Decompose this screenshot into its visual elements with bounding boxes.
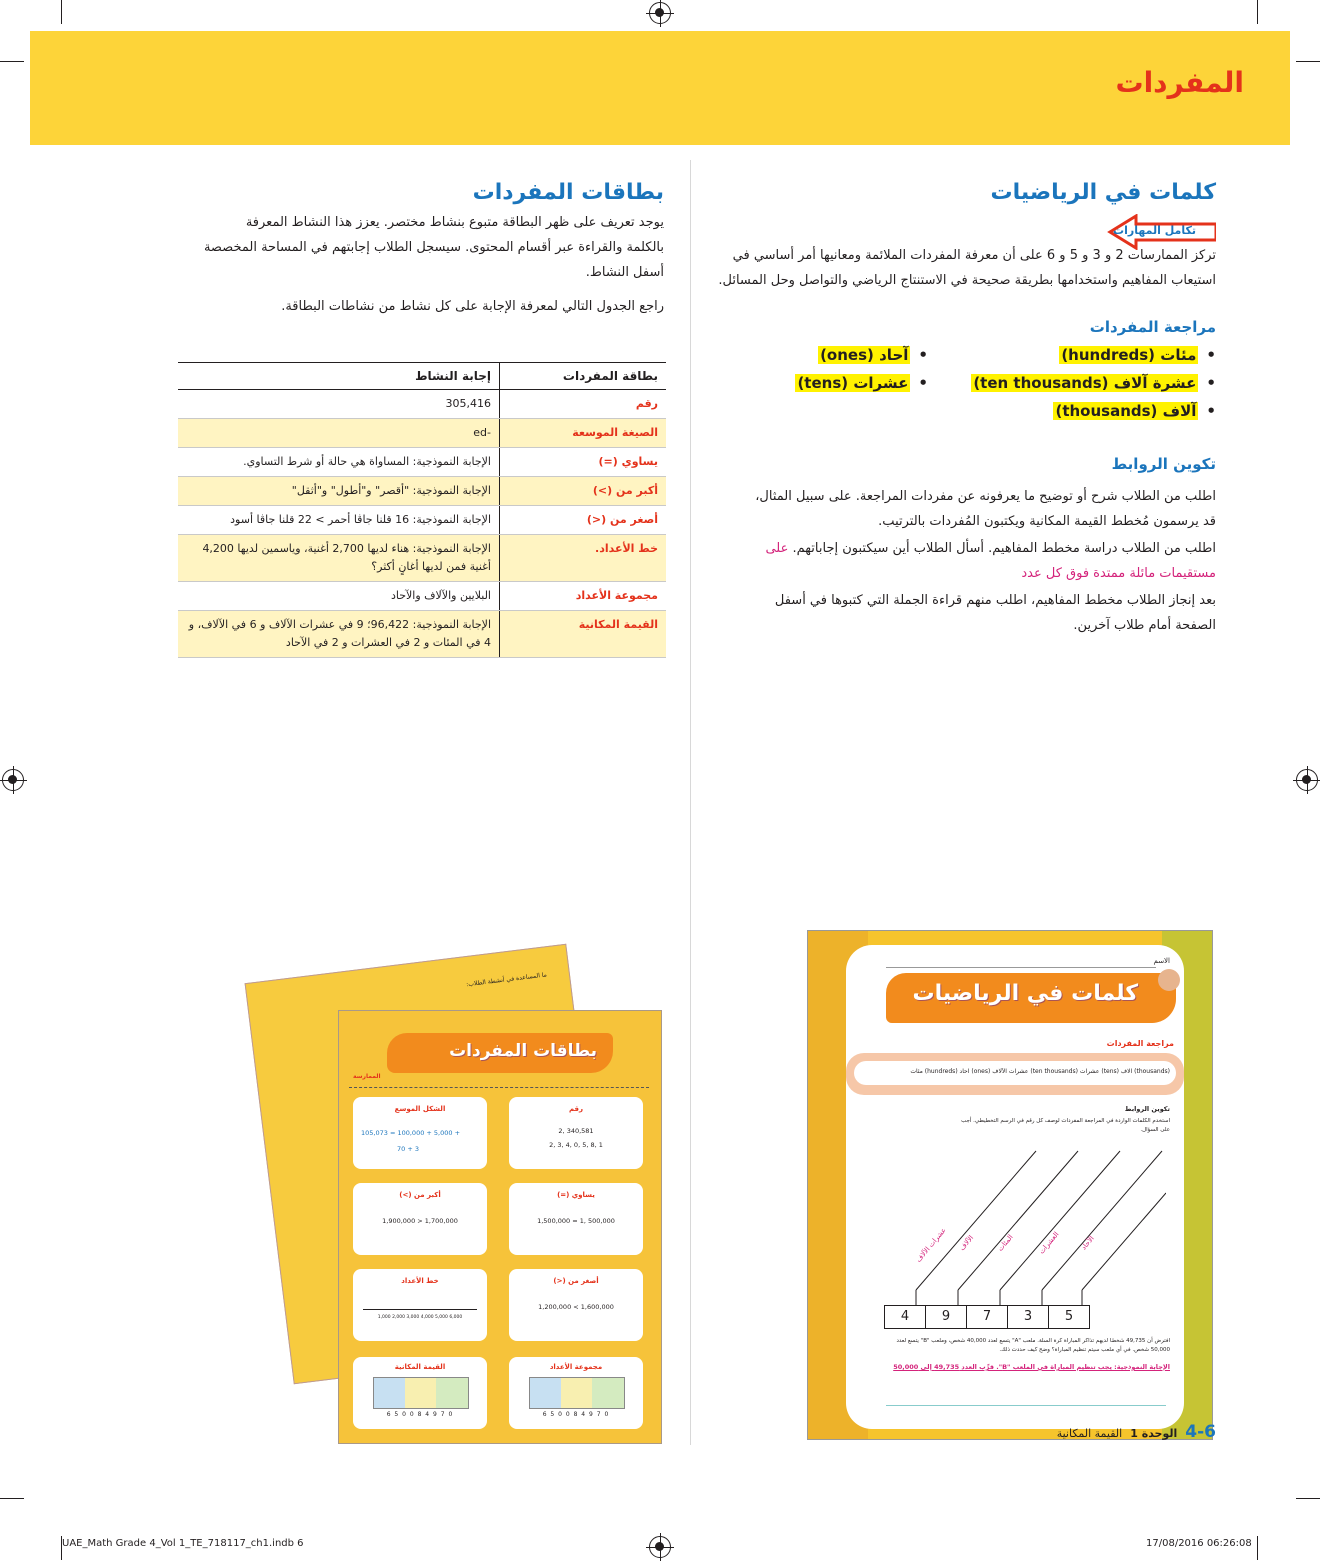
worksheet-question: افترض أن 49,735 شخصًا لديهم تذاكر المباراة كرة السلة. ملعب "A" يتسع لعدد 40,000 شخص، وملعب "B" يتسع لعدد 50,000 شخص. في أي ملعب سيتم تنظيم المباراة؟ وضح كيف حددت ذلك. xyxy=(896,1338,1170,1353)
table-row xyxy=(178,535,666,582)
review-item-ten-thousands: •عشرة آلاف (ten thousands) xyxy=(973,374,1216,392)
digit-box: 9 xyxy=(926,1305,967,1329)
crop-mark xyxy=(0,1498,24,1499)
vocab-card-text: 6 5 0 0 8 4 9 7 0 xyxy=(542,1411,610,1418)
paragraph-line: اطلب من الطلاب شرح أو توضيح ما يعرفونه عن مفردات المراجعة. على سبيل المثال، xyxy=(755,489,1216,504)
table-cell-term: خط الأعداد. xyxy=(500,535,667,582)
page-number: 4-6 xyxy=(1185,1422,1216,1442)
section-title-math-words: كلمات في الرياضيات xyxy=(990,180,1216,205)
concept-map-label: المئات xyxy=(996,1233,1015,1253)
paragraph-line: بالكلمة والقراءة عبر أقسام المحتوى. سيسجل الطلاب إجابتهم في المساحة المخصصة xyxy=(203,240,664,255)
intro-line: تركز الممارسات 2 و 3 و 5 و 6 على أن معرفة المفردات الملائمة ومعانيها أمر أساسي في xyxy=(732,248,1216,263)
column-divider xyxy=(690,160,691,1445)
vocab-card-text: 1,000 2,000 3,000 4,000 5,000 6,000 xyxy=(377,1315,463,1320)
table-cell-term: القيمة المكانية xyxy=(500,611,667,658)
table-cell-answer: -ed xyxy=(178,419,500,448)
registration-mark xyxy=(649,1536,671,1558)
registration-mark xyxy=(2,769,24,791)
vocab-card xyxy=(509,1269,643,1341)
page-title: المفردات xyxy=(1115,66,1244,99)
crop-mark xyxy=(1296,1498,1320,1499)
vocab-card-title: يساوي (=) xyxy=(557,1191,595,1199)
vocab-card xyxy=(509,1357,643,1429)
vocab-card xyxy=(353,1183,487,1255)
worksheet-links-heading: تكوين الروابط xyxy=(1124,1105,1170,1113)
vocab-card-text: 2, 3, 4, 0, 5, 8, 1 xyxy=(549,1141,603,1149)
table-cell-term: أصغر من (<) xyxy=(500,506,667,535)
paragraph-highlight: مستقيمات مائلة ممتدة فوق كل عدد xyxy=(1021,566,1216,581)
review-item-thousands: •آلاف (thousands) xyxy=(1055,402,1216,420)
table-cell-answer: 305,416 xyxy=(178,390,500,419)
vocab-card-title: الشكل الموسع xyxy=(394,1105,446,1113)
crop-mark xyxy=(1257,0,1258,24)
vocab-card-title: خط الأعداد xyxy=(401,1277,439,1285)
table-cell-term: الصيغة الموسعة xyxy=(500,419,667,448)
vocab-card-title: القيمة المكانية xyxy=(394,1363,446,1371)
review-item-hundreds: •مئات (hundreds) xyxy=(1061,346,1216,364)
table-cell-term: يساوي (=) xyxy=(500,448,667,477)
paragraph-text: اطلب من الطلاب دراسة مخطط المفاهيم. أسأل الطلاب أين سيكتبون إجاباتهم. xyxy=(792,541,1216,556)
table-row xyxy=(178,611,666,658)
review-heading: مراجعة المفردات xyxy=(1089,318,1216,336)
cards-front-sheet xyxy=(338,1010,662,1444)
paragraph-line: قد يرسمون مُخطط القيمة المكانية ويكتبون المُفردات بالترتيب. xyxy=(878,514,1216,529)
intro-paragraph xyxy=(716,243,1216,293)
worksheet-title: كلمات في الرياضيات xyxy=(912,981,1138,1006)
digit-boxes xyxy=(884,1305,1090,1329)
table-cell-term: مجموعة الأعداد xyxy=(500,582,667,611)
paragraph-line: الصفحة أمام طلاب آخرين. xyxy=(1073,618,1216,633)
place-value-chart xyxy=(373,1377,469,1409)
digit-box: 4 xyxy=(884,1305,926,1329)
vocab-card xyxy=(353,1357,487,1429)
digit-box: 7 xyxy=(967,1305,1008,1329)
table-cell-answer: الإجابة النموذجية: "أقصر" و"أطول" و"أثقل" xyxy=(178,477,500,506)
unit-label: الوحدة 1 xyxy=(1130,1427,1178,1440)
concept-map-label: العشرات xyxy=(1037,1230,1061,1256)
review-item-tens: •عشرات (tens) xyxy=(797,374,928,392)
table-row xyxy=(178,582,666,611)
vocab-card-text: 2, 340,581 xyxy=(558,1127,594,1135)
vocab-card-title: رقم xyxy=(568,1105,584,1113)
table-cell-answer: الإجابة النموذجية: 96,422؛ 9 في عشرات الآلاف و 6 في الآلاف، و 4 في المئات و 2 في العشرات و 2 في الآحاد xyxy=(178,611,500,658)
worksheet-page xyxy=(846,945,1184,1429)
table-cell-term: أكبر من (>) xyxy=(500,477,667,506)
paragraph-line: أسفل النشاط. xyxy=(585,265,664,280)
vocab-card-text: 1,900,000 > 1,700,000 xyxy=(382,1217,458,1225)
review-item-ones: •آحاد (ones) xyxy=(820,346,928,364)
paragraph-line: بعد إنجاز الطلاب مخطط المفاهيم، اطلب منهم قراءة الجملة التي كتبوها في أسفل xyxy=(774,593,1216,608)
table-cell-answer: الإجابة النموذجية: هناء لديها 2,700 أغنية، وياسمين لديها 4,200 أغنية فمن لديها أغانٍ أكثر؟ xyxy=(178,535,500,582)
vocab-card-text: 70 + 3 xyxy=(397,1145,419,1153)
vocab-card xyxy=(353,1097,487,1169)
concept-map-diagram xyxy=(876,1145,1166,1325)
unit-title: القيمة المكانية xyxy=(1056,1427,1123,1440)
table-intro: راجع الجدول التالي لمعرفة الإجابة على كل نشاط من نشاطات البطاقة. xyxy=(281,299,664,314)
crop-mark xyxy=(1257,1536,1258,1560)
table-row xyxy=(178,506,666,535)
table-cell-term: رقم xyxy=(500,390,667,419)
vocab-answer-table xyxy=(178,362,666,658)
worksheet-image xyxy=(807,930,1213,1440)
number-line xyxy=(363,1309,477,1310)
print-stamp: 17/08/2016 06:26:08 xyxy=(1146,1538,1252,1549)
vocab-card xyxy=(353,1269,487,1341)
worksheet-answer: الإجابة النموذجية: يجب تنظيم المباراة في الملعب "B". قرِّب العدد 49,735 إلى 50,000 xyxy=(893,1363,1170,1371)
links-heading: تكوين الروابط xyxy=(1111,455,1216,473)
back-sheet-note: ما المساعدة في أنشطة الطلاب: xyxy=(465,971,548,989)
vocab-card-text: 105,073 = 100,000 + 5,000 + xyxy=(361,1129,461,1137)
worksheet-name-line xyxy=(886,967,1156,968)
table-row xyxy=(178,477,666,506)
worksheet-review-row: (thousands) آلاف (tens) عشرات (ten thousands) عشرات الآلاف (ones) آحاد (hundreds) مئات xyxy=(910,1068,1170,1075)
registration-mark xyxy=(1296,769,1318,791)
paragraph-highlight: على xyxy=(765,541,789,556)
vocab-card-text: 6 5 0 0 8 4 9 7 0 xyxy=(386,1411,454,1418)
digit-box: 5 xyxy=(1049,1305,1090,1329)
hand-icon xyxy=(1158,969,1180,991)
paragraph-line: يوجد تعريف على ظهر البطاقة متبوع بنشاط مختصر. يعزز هذا النشاط المعرفة xyxy=(245,215,664,230)
table-row xyxy=(178,448,666,477)
page-footer xyxy=(1057,1422,1216,1442)
table-cell-answer: البلايين والآلاف والآحاد xyxy=(178,582,500,611)
concept-map-label: الآلاف xyxy=(958,1233,976,1253)
cards-tag: الممارسة xyxy=(353,1073,381,1080)
vocab-card-text: 1,200,000 < 1,600,000 xyxy=(538,1303,614,1311)
vocab-card-title: مجموعة الأعداد xyxy=(549,1363,603,1371)
file-slug: UAE_Math Grade 4_Vol 1_TE_718117_ch1.indb 6 xyxy=(62,1538,304,1549)
vocab-card-title: أصغر من (<) xyxy=(553,1277,599,1285)
crop-mark xyxy=(0,61,24,62)
table-cell-answer: الإجابة النموذجية: المساواة هي حالة أو شرط التساوي. xyxy=(178,448,500,477)
digit-box: 3 xyxy=(1008,1305,1049,1329)
place-value-chart xyxy=(529,1377,625,1409)
section-title-vocab-cards: بطاقات المفردات xyxy=(472,180,664,205)
crop-mark xyxy=(1296,61,1320,62)
vocab-card xyxy=(509,1097,643,1169)
concept-map-label: عشرات الآلاف xyxy=(914,1226,948,1264)
table-row xyxy=(178,390,666,419)
table-header: إجابة النشاط xyxy=(178,363,500,390)
worksheet-name-label: الاسم xyxy=(1153,957,1170,965)
intro-line: استيعاب المفاهيم واستخدامها بطريقة صحيحة في الاستنتاج الرياضي والتواصل وحل المسائل. xyxy=(718,273,1216,288)
worksheet-review-heading: مراجعة المفردات xyxy=(1106,1039,1174,1048)
worksheet-answer-line xyxy=(886,1405,1166,1406)
cards-title: بطاقات المفردات xyxy=(449,1041,597,1061)
cards-paragraph xyxy=(184,210,664,285)
table-header-row xyxy=(178,363,666,390)
header-banner xyxy=(30,31,1290,145)
table-header: بطاقة المفردات xyxy=(500,363,667,390)
links-paragraph-3 xyxy=(716,588,1216,638)
vocab-card xyxy=(509,1183,643,1255)
registration-mark xyxy=(649,2,671,24)
cut-line xyxy=(349,1087,649,1088)
table-cell-answer: الإجابة النموذجية: 16 قلنا جاڤا أحمر > 22 قلنا جاڤا أسود xyxy=(178,506,500,535)
table-row xyxy=(178,419,666,448)
vocab-card-text: 1,500,000 = 1, 500,000 xyxy=(537,1217,615,1225)
vocab-card-title: أكبر من (>) xyxy=(399,1191,441,1199)
links-paragraph-1 xyxy=(716,484,1216,534)
links-paragraph-2 xyxy=(716,536,1216,586)
skills-tag-label: تكامل المهارات xyxy=(1113,224,1196,237)
crop-mark xyxy=(61,0,62,24)
concept-map-label: الآحاد xyxy=(1079,1234,1096,1252)
worksheet-links-text: استخدم الكلمات الواردة في المراجعة المفردات لوصف كل رقم في الرسم التخطيطي. أجب على السؤال. xyxy=(961,1118,1170,1133)
